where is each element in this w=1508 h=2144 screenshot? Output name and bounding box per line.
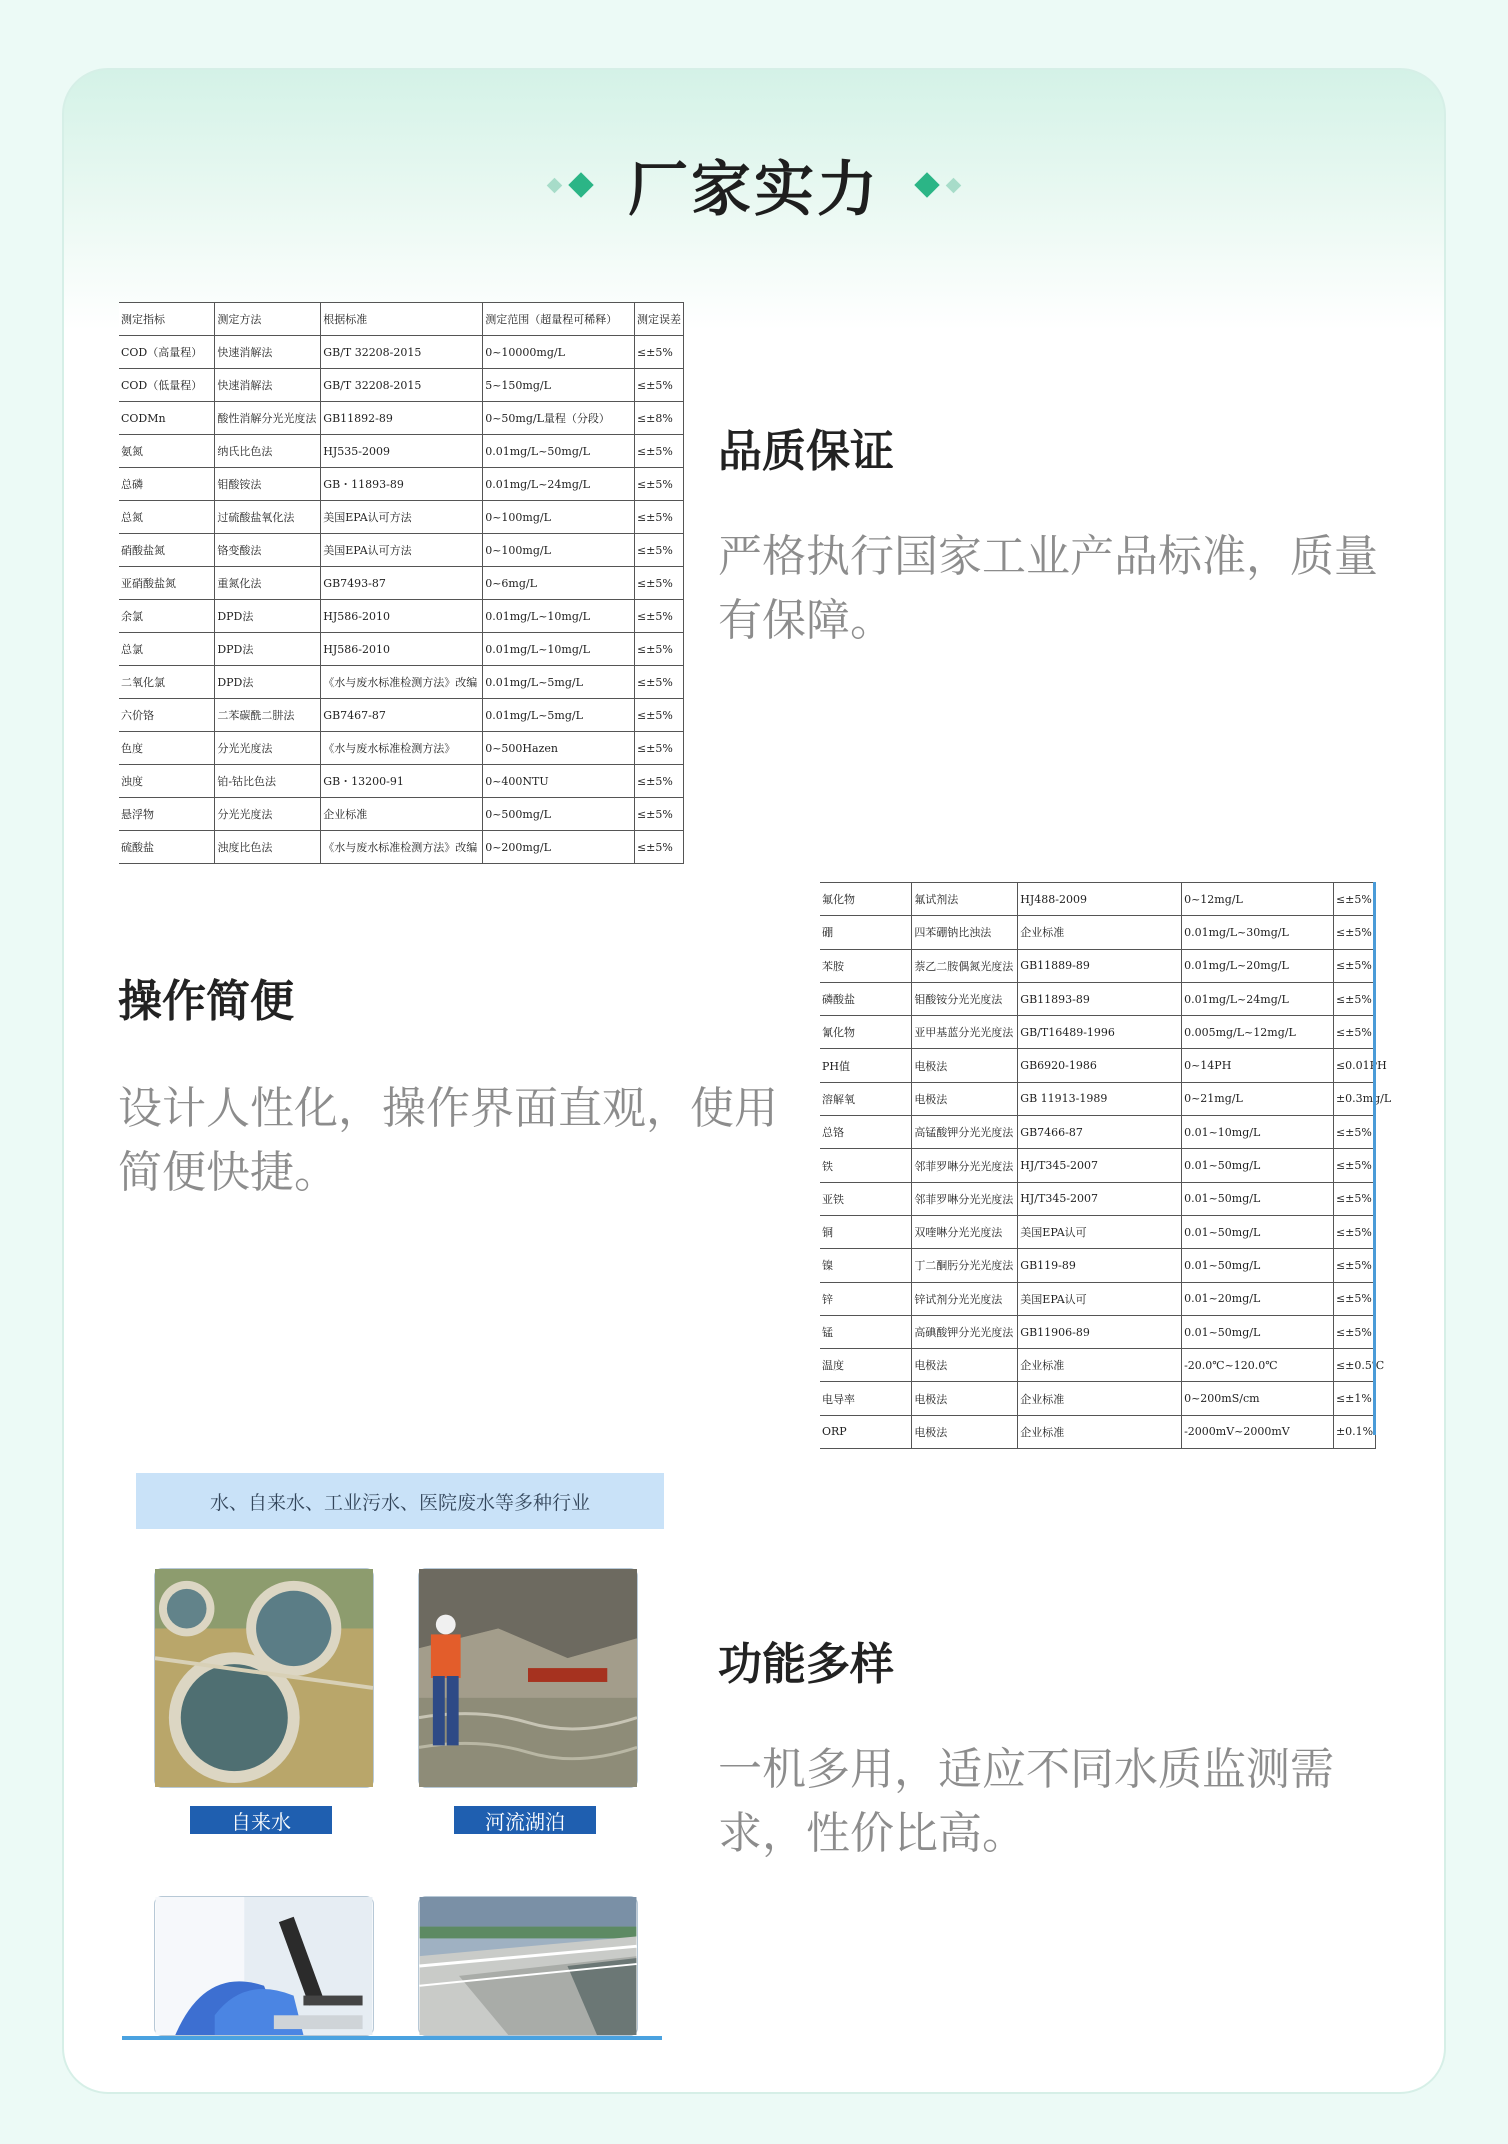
table-cell: 美国EPA认可 [1018,1215,1182,1248]
table-cell: HJ535-2009 [321,435,483,468]
table-cell: 0~14PH [1182,1049,1334,1082]
table-cell: ≤±5% [1333,916,1375,949]
table-cell: GB 11913-1989 [1018,1082,1182,1115]
feature-title-quality: 品质保证 [718,426,894,477]
table-cell: 0.01mg/L~30mg/L [1182,916,1334,949]
table-row [820,1182,1376,1215]
table-cell: 0.01~50mg/L [1182,1182,1334,1215]
table-cell: ±0.1% [1333,1415,1375,1448]
table-cell: 美国EPA认可方法 [321,534,483,567]
table-cell: 铂-钴比色法 [215,765,321,798]
table-cell: ≤±5% [634,501,683,534]
table-row [119,600,684,633]
table-cell: ≤±5% [634,567,683,600]
table-cell: 硝酸盐氮 [119,534,215,567]
table-cell: 企业标准 [321,798,483,831]
table-cell: GB11893-89 [1018,982,1182,1015]
table-cell: 邻菲罗啉分光光度法 [912,1182,1018,1215]
table-cell: DPD法 [215,600,321,633]
photo-sewage-channel [418,1896,638,2036]
table-row [820,1282,1376,1315]
table-cell: CODMn [119,402,215,435]
photo-water-treatment-plant [154,1568,374,1788]
diamond-decoration-right [912,176,965,194]
table-row [820,883,1376,916]
table-row [119,501,684,534]
table-cell: 丁二酮肟分光光度法 [912,1249,1018,1282]
table-cell: 测定指标 [119,303,215,336]
table-cell: 亚铁 [820,1182,912,1215]
table-cell: GB11906-89 [1018,1315,1182,1348]
table-row [119,567,684,600]
table-cell: ≤±5% [1333,1315,1375,1348]
table-cell: 0.01mg/L~10mg/L [483,633,635,666]
table-cell: 0.01~50mg/L [1182,1249,1334,1282]
table-cell: 纳氏比色法 [215,435,321,468]
table-row [820,1415,1376,1448]
table-cell: 浊度比色法 [215,831,321,864]
table-row [119,303,684,336]
table-row [119,732,684,765]
table-cell: 高锰酸钾分光光度法 [912,1116,1018,1149]
table-cell: 总氮 [119,501,215,534]
table-cell: 总铬 [820,1116,912,1149]
lab-microscope-image [155,1897,373,2035]
photo-lab-microscope [154,1896,374,2036]
table-cell: 测定方法 [215,303,321,336]
feature-title-easy: 操作简便 [118,976,294,1027]
table-cell: 美国EPA认可方法 [321,501,483,534]
photo-bottom-border [122,2036,662,2040]
table-cell: 二氧化氯 [119,666,215,699]
feature-desc-easy: 设计人性化，操作界面直观，使用简便快捷。 [118,1083,778,1198]
table-cell: 氟化物 [820,883,912,916]
table-row [820,1116,1376,1149]
table-cell: 0.01~50mg/L [1182,1215,1334,1248]
table-cell: 温度 [820,1349,912,1382]
table-cell: 0.01mg/L~10mg/L [483,600,635,633]
table-cell: 电极法 [912,1349,1018,1382]
table-cell: 0.005mg/L~12mg/L [1182,1016,1334,1049]
table-row [119,831,684,864]
table-row [820,1082,1376,1115]
table-row [119,666,684,699]
table-cell: ≤±5% [1333,1016,1375,1049]
table-cell: 过硫酸盐氧化法 [215,501,321,534]
table-cell: GB/T16489-1996 [1018,1016,1182,1049]
table-cell: 根据标准 [321,303,483,336]
table-cell: COD（低量程） [119,369,215,402]
application-banner: 水、自来水、工业污水、医院废水等多种行业 [136,1473,664,1529]
table-row [119,402,684,435]
table-cell: 快速消解法 [215,369,321,402]
table-cell: GB6920-1986 [1018,1049,1182,1082]
table-cell: PH值 [820,1049,912,1082]
table-cell: 氨氮 [119,435,215,468]
table-cell: ≤±5% [1333,1282,1375,1315]
table-cell: ≤±5% [634,468,683,501]
table-cell: 0~100mg/L [483,501,635,534]
table-cell: 硼 [820,916,912,949]
table-cell: ≤±5% [634,633,683,666]
table-cell: 氰化物 [820,1016,912,1049]
table-cell: ≤±5% [634,831,683,864]
table-cell: 0.01mg/L~5mg/L [483,699,635,732]
table-row [820,1016,1376,1049]
table-cell: 0~21mg/L [1182,1082,1334,1115]
factory-strength-card [62,68,1446,2094]
table-row [820,1049,1376,1082]
feature-title-versatile: 功能多样 [718,1639,894,1690]
table-cell: 《水与废水标准检测方法》 [321,732,483,765]
standards-table-2 [820,882,1392,1449]
table-cell: 总磷 [119,468,215,501]
table-cell: 5~150mg/L [483,369,635,402]
table-cell: 磷酸盐 [820,982,912,1015]
table-cell: 铜 [820,1215,912,1248]
table-cell: 0.01mg/L~50mg/L [483,435,635,468]
table-cell: 0~400NTU [483,765,635,798]
table-cell: ≤±5% [634,336,683,369]
river-sampling-image [419,1569,637,1787]
table-cell: 六价铬 [119,699,215,732]
table-cell: ±0.3mg/L [1333,1082,1375,1115]
table-cell: 0.01mg/L~24mg/L [483,468,635,501]
table-cell: HJ586-2010 [321,600,483,633]
table-cell: ≤±5% [1333,1215,1375,1248]
table-cell: 企业标准 [1018,916,1182,949]
table-cell: HJ586-2010 [321,633,483,666]
table-cell: 双喹啉分光光度法 [912,1215,1018,1248]
table-cell: 企业标准 [1018,1382,1182,1415]
table-cell: 锌 [820,1282,912,1315]
table-cell: 余氯 [119,600,215,633]
table-cell: 企业标准 [1018,1415,1182,1448]
table-cell: 酸性消解分光光度法 [215,402,321,435]
table-cell: 分光光度法 [215,732,321,765]
table-cell: 0.01~10mg/L [1182,1116,1334,1149]
table-cell: 《水与废水标准检测方法》改编 [321,666,483,699]
table-cell: GB・13200-91 [321,765,483,798]
table-cell: 0~500Hazen [483,732,635,765]
table-cell: 0~6mg/L [483,567,635,600]
table-cell: 氟试剂法 [912,883,1018,916]
table-row [820,949,1376,982]
table-cell: 0~10000mg/L [483,336,635,369]
sewage-channel-image [419,1897,637,2035]
table-cell: GB7467-87 [321,699,483,732]
table-cell: 钼酸铵分光光度法 [912,982,1018,1015]
table-cell: ≤±5% [634,534,683,567]
table-cell: 0~500mg/L [483,798,635,831]
table-cell: ≤±8% [634,402,683,435]
table-cell: HJ/T345-2007 [1018,1149,1182,1182]
table-cell: ≤±5% [634,666,683,699]
table-cell: 0~50mg/L量程（分段） [483,402,635,435]
table-row [820,916,1376,949]
table-cell: 0.01~20mg/L [1182,1282,1334,1315]
table-cell: 锰 [820,1315,912,1348]
table-cell: 0~200mS/cm [1182,1382,1334,1415]
diamond-icon [547,177,563,193]
table-row [119,798,684,831]
diamond-icon [914,172,939,197]
table-cell: 0~12mg/L [1182,883,1334,916]
table-cell: COD（高量程） [119,336,215,369]
table-row [820,1349,1376,1382]
table-cell: 0.01~50mg/L [1182,1149,1334,1182]
table-cell: 企业标准 [1018,1349,1182,1382]
table-cell: 电导率 [820,1382,912,1415]
table-cell: HJ/T345-2007 [1018,1182,1182,1215]
table-cell: GB/T 32208-2015 [321,369,483,402]
table-row [119,699,684,732]
table-cell: 铬变酸法 [215,534,321,567]
table-cell: 二苯碳酰二肼法 [215,699,321,732]
table-row [119,534,684,567]
table-row [820,1249,1376,1282]
table-cell: 测定范围（超量程可稀释） [483,303,635,336]
feature-desc-quality: 严格执行国家工业产品标准，质量有保障。 [718,531,1378,646]
table-cell: GB11892-89 [321,402,483,435]
table-cell: 色度 [119,732,215,765]
table-cell: 0.01mg/L~5mg/L [483,666,635,699]
table-cell: 溶解氧 [820,1082,912,1115]
caption-river-lake: 河流湖泊 [454,1806,596,1834]
table-row [119,435,684,468]
table-cell: DPD法 [215,633,321,666]
table-cell: 苯胺 [820,949,912,982]
table-cell: ≤±5% [1333,1116,1375,1149]
table-cell: ≤±5% [634,732,683,765]
table-cell: 四苯硼钠比浊法 [912,916,1018,949]
table-cell: 0.01mg/L~24mg/L [1182,982,1334,1015]
feature-desc-versatile: 一机多用，适应不同水质监测需求，性价比高。 [718,1744,1334,1859]
table-cell: ≤±5% [634,765,683,798]
table-cell: ≤±5% [1333,1182,1375,1215]
table-cell: 分光光度法 [215,798,321,831]
table-cell: GB119-89 [1018,1249,1182,1282]
table-cell: DPD法 [215,666,321,699]
table-cell: ≤±5% [634,798,683,831]
table-cell: 电极法 [912,1049,1018,1082]
table-cell: 测定误差 [634,303,683,336]
table-cell: ≤±5% [634,435,683,468]
table-cell: 《水与废水标准检测方法》改编 [321,831,483,864]
diamond-icon [568,172,593,197]
table-row [119,765,684,798]
table-cell: 快速消解法 [215,336,321,369]
table-cell: ≤±1% [1333,1382,1375,1415]
section-header [64,140,1444,230]
table-cell: ≤0.01PH [1333,1049,1375,1082]
caption-tap-water: 自来水 [190,1806,332,1834]
table-cell: -2000mV~2000mV [1182,1415,1334,1448]
table-row [820,982,1376,1015]
table-cell: 浊度 [119,765,215,798]
table-row [119,468,684,501]
table-row [119,336,684,369]
table-cell: 亚甲基蓝分光光度法 [912,1016,1018,1049]
table-cell: ≤±5% [1333,1149,1375,1182]
table-cell: GB7466-87 [1018,1116,1182,1149]
table-cell: ≤±5% [634,369,683,402]
treatment-plant-image [155,1569,373,1787]
table-cell: 萘乙二胺偶氮光度法 [912,949,1018,982]
table-cell: 钼酸铵法 [215,468,321,501]
table-cell: ≤±5% [1333,1249,1375,1282]
table-cell: -20.0℃~120.0℃ [1182,1349,1334,1382]
diamond-decoration-left [543,176,596,194]
table-row [820,1315,1376,1348]
table-cell: ≤±5% [634,600,683,633]
table-cell: ORP [820,1415,912,1448]
diamond-icon [946,177,962,193]
table-row [820,1149,1376,1182]
section-title: 厂家实力 [628,155,880,225]
table-cell: GB・11893-89 [321,468,483,501]
table-cell: GB7493-87 [321,567,483,600]
table-row [119,633,684,666]
standards-table-1 [119,302,684,864]
table-cell: ≤±5% [1333,883,1375,916]
table-cell: ≤±5% [634,699,683,732]
table-cell: 0.01~50mg/L [1182,1315,1334,1348]
table-cell: 0.01mg/L~20mg/L [1182,949,1334,982]
table-cell: HJ488-2009 [1018,883,1182,916]
table-cell: 锌试剂分光光度法 [912,1282,1018,1315]
table-cell: 电极法 [912,1415,1018,1448]
table-cell: 重氮化法 [215,567,321,600]
table-cell: 电极法 [912,1382,1018,1415]
table-cell: GB11889-89 [1018,949,1182,982]
table-row [820,1215,1376,1248]
table-cell: 高碘酸钾分光光度法 [912,1315,1018,1348]
table-cell: 硫酸盐 [119,831,215,864]
table-cell: 总氯 [119,633,215,666]
table-cell: ≤±5% [1333,949,1375,982]
table-row [820,1382,1376,1415]
table-cell: 0~200mg/L [483,831,635,864]
table-cell: 美国EPA认可 [1018,1282,1182,1315]
table-cell: GB/T 32208-2015 [321,336,483,369]
table-cell: 悬浮物 [119,798,215,831]
table-row [119,369,684,402]
table-cell: ≤±5% [1333,982,1375,1015]
table-cell: 邻菲罗啉分光光度法 [912,1149,1018,1182]
table-cell: 0~100mg/L [483,534,635,567]
table-cell: 亚硝酸盐氮 [119,567,215,600]
table-cell: 铁 [820,1149,912,1182]
photo-river-sampling [418,1568,638,1788]
table-cell: 镍 [820,1249,912,1282]
table-cell: ≤±0.5℃ [1333,1349,1375,1382]
table-cell: 电极法 [912,1082,1018,1115]
